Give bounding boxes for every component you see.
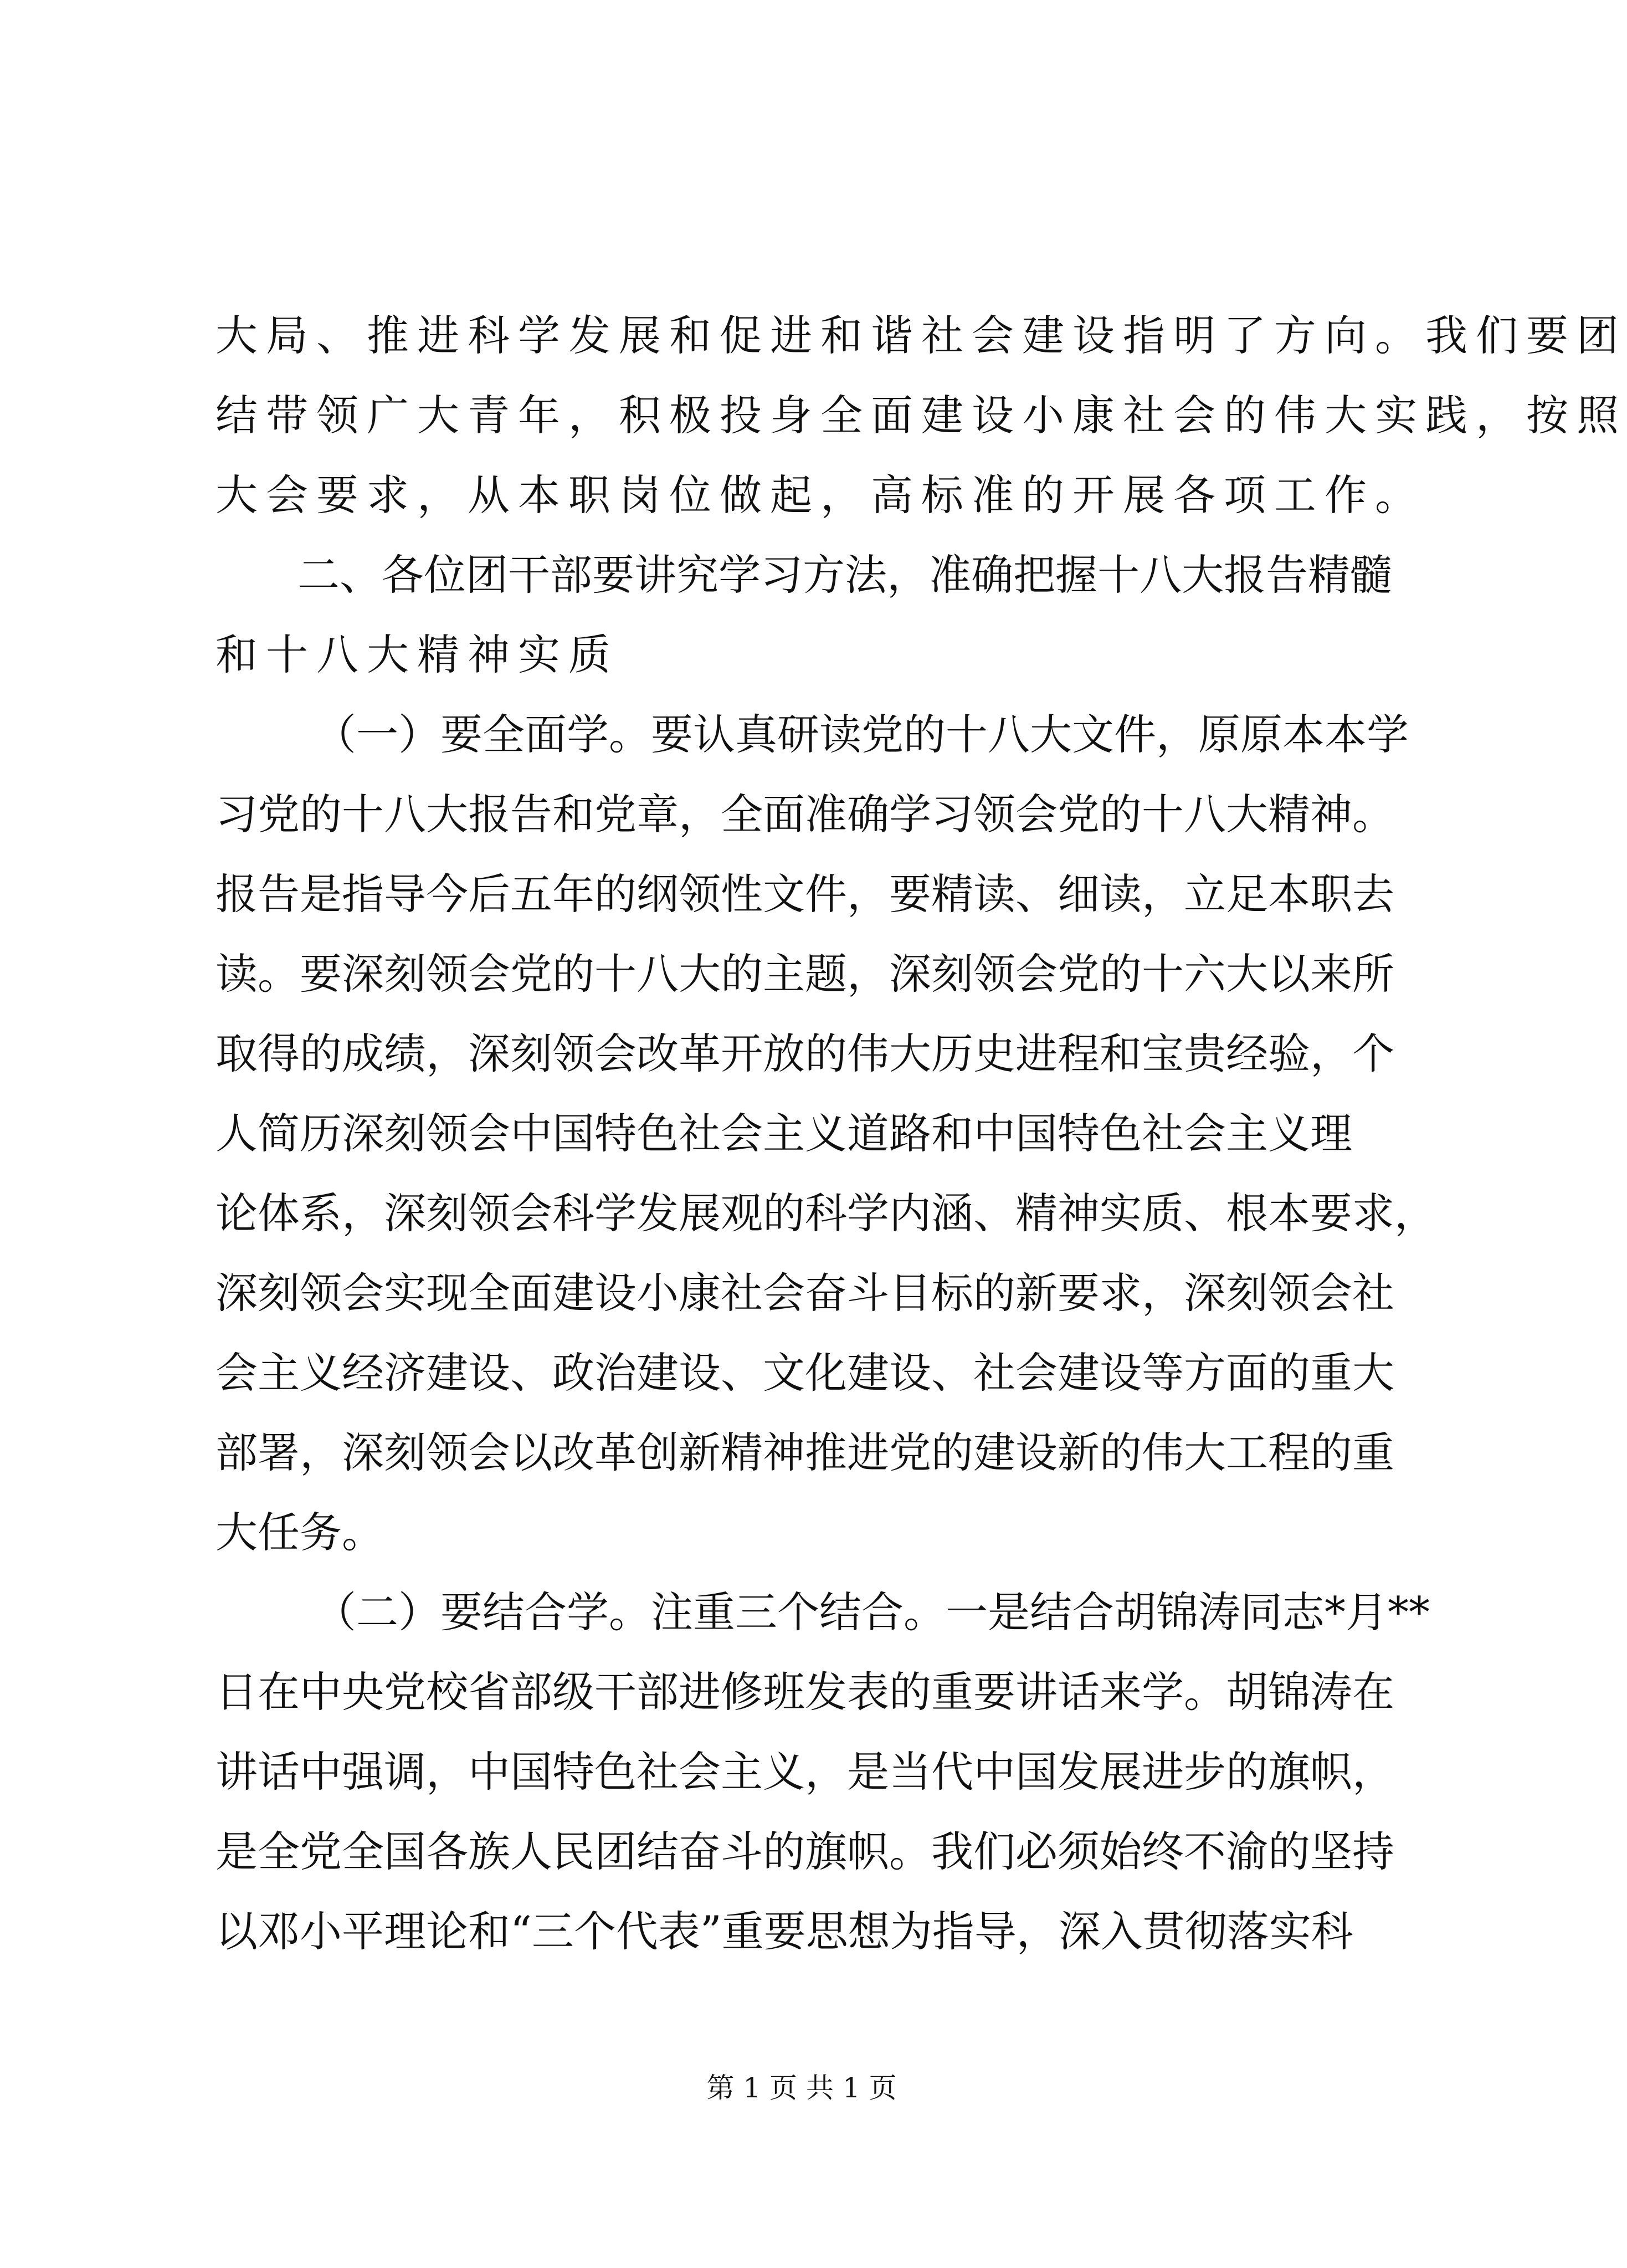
text-line: 取得的成绩，深刻领会改革开放的伟大历史进程和宝贵经验，个: [215, 1029, 1394, 1078]
section-heading: 二、各位团干部要讲究学习方法，准确把握十八大报告精髓: [297, 550, 1392, 600]
text-line: 部署，深刻领会以改革创新精神推进党的建设新的伟大工程的重: [215, 1428, 1394, 1477]
text-line: 读。要深刻领会党的十八大的主题，深刻领会党的十六大以来所: [215, 949, 1394, 999]
page-number: 第 1 页 共 1 页: [706, 2072, 897, 2104]
text-line: 日在中央党校省部级干部进修班发表的重要讲话来学。胡锦涛在: [215, 1667, 1394, 1717]
document-body: [215, 296, 1627, 1972]
text-line: 习党的十八大报告和党章，全面准确学习领会党的十八大精神。: [215, 790, 1394, 839]
text-line: 论体系，深刻领会科学发展观的科学内涵、精神实质、根本要求，: [215, 1189, 1436, 1238]
subsection-line: （一）要全面学。要认真研读党的十八大文件，原原本本学: [314, 710, 1409, 759]
subsection-line: （二）要结合学。注重三个结合。一是结合胡锦涛同志*月**: [314, 1588, 1430, 1637]
text-line: 大会要求，从本职岗位做起，高标准的开展各项工作。: [215, 470, 1425, 520]
section-heading-continuation: 和十八大精神实质: [215, 630, 619, 679]
text-line: 会主义经济建设、政治建设、文化建设、社会建设等方面的重大: [215, 1348, 1394, 1397]
text-line: 结带领广大青年，积极投身全面建设小康社会的伟大实践，按照: [215, 391, 1627, 440]
text-line: 讲话中强调，中国特色社会主义，是当代中国发展进步的旗帜，: [215, 1747, 1394, 1796]
text-line: 是全党全国各族人民团结奋斗的旗帜。我们必须始终不渝的坚持: [215, 1827, 1394, 1876]
text-line: 深刻领会实现全面建设小康社会奋斗目标的新要求，深刻领会社: [215, 1268, 1394, 1318]
text-line: 大局、推进科学发展和促进和谐社会建设指明了方向。我们要团: [215, 311, 1627, 360]
text-line: 大任务。: [215, 1508, 384, 1557]
text-line: 人简历深刻领会中国特色社会主义道路和中国特色社会主义理: [215, 1109, 1352, 1158]
text-line: 以邓小平理论和“三个代表”重要思想为指导，深入贯彻落实科: [215, 1907, 1353, 1956]
text-line: 报告是指导今后五年的纲领性文件，要精读、细读，立足本职去: [215, 869, 1394, 919]
